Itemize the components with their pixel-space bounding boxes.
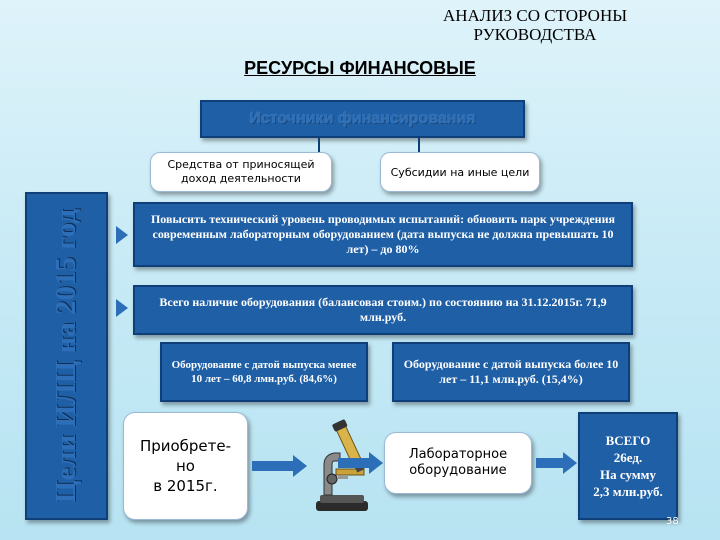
connector-line	[318, 138, 320, 152]
page-number: 38	[666, 516, 679, 527]
acquired-box	[123, 412, 248, 520]
goals-side-label: Цели ИЛЦ на 2015 год	[49, 208, 82, 504]
total-equipment-box: Всего наличие оборудования (балансовая стоим.) по состоянию на 31.12.2015г. 71,9 млн.руб.	[133, 285, 633, 335]
total-count-box	[578, 412, 678, 520]
total-count-line4: 2,3 млн.руб.	[593, 484, 663, 499]
header-title-line1: АНАЛИЗ СО СТОРОНЫ	[442, 6, 628, 25]
arrow-right-icon	[252, 455, 307, 477]
connector-line	[418, 138, 420, 152]
old-equipment-box: Оборудование с датой выпуска более 10 лет – 11,1 млн.руб. (15,4%)	[392, 342, 630, 402]
acquired-line2: но	[176, 457, 195, 475]
arrow-right-icon	[338, 452, 382, 474]
lab-equipment-line1: Лабораторное	[408, 447, 508, 462]
goal-box: Повысить технический уровень проводимых испытаний: обновить парк учреждения современным лабораторным оборудованием (дата выпуска не должна превышать 10 лет) – до 80%	[133, 202, 633, 267]
arrow-right-icon	[116, 226, 128, 244]
acquired-line1: Приобрете-	[139, 437, 232, 455]
subsidies-box: Субсидии на иные цели	[380, 152, 540, 192]
lab-equipment-line2: оборудование	[409, 463, 507, 478]
lab-equipment-box	[384, 432, 532, 494]
header-title-line2: РУКОВОДСТВА	[473, 25, 597, 44]
section-title: РЕСУРСЫ ФИНАНСОВЫЕ	[244, 58, 476, 78]
sources-banner-label: Источники финансирования	[249, 110, 476, 127]
own-income-line1: Средства от приносящей	[167, 158, 315, 171]
total-count-line1: ВСЕГО	[605, 433, 651, 448]
own-income-line2: доход деятельности	[181, 172, 301, 185]
new-equipment-box: Оборудование с датой выпуска менее 10 лет – 60,8 лмн.руб. (84,6%)	[160, 342, 368, 402]
header-title	[400, 6, 670, 44]
total-count-line3: На сумму	[600, 467, 656, 482]
arrow-right-icon	[116, 299, 128, 317]
acquired-line3: в 2015г.	[153, 477, 218, 495]
own-income-box	[150, 152, 332, 192]
total-count-line2: 26ед.	[613, 450, 643, 465]
sources-banner	[200, 100, 525, 138]
arrow-right-icon	[536, 452, 576, 474]
